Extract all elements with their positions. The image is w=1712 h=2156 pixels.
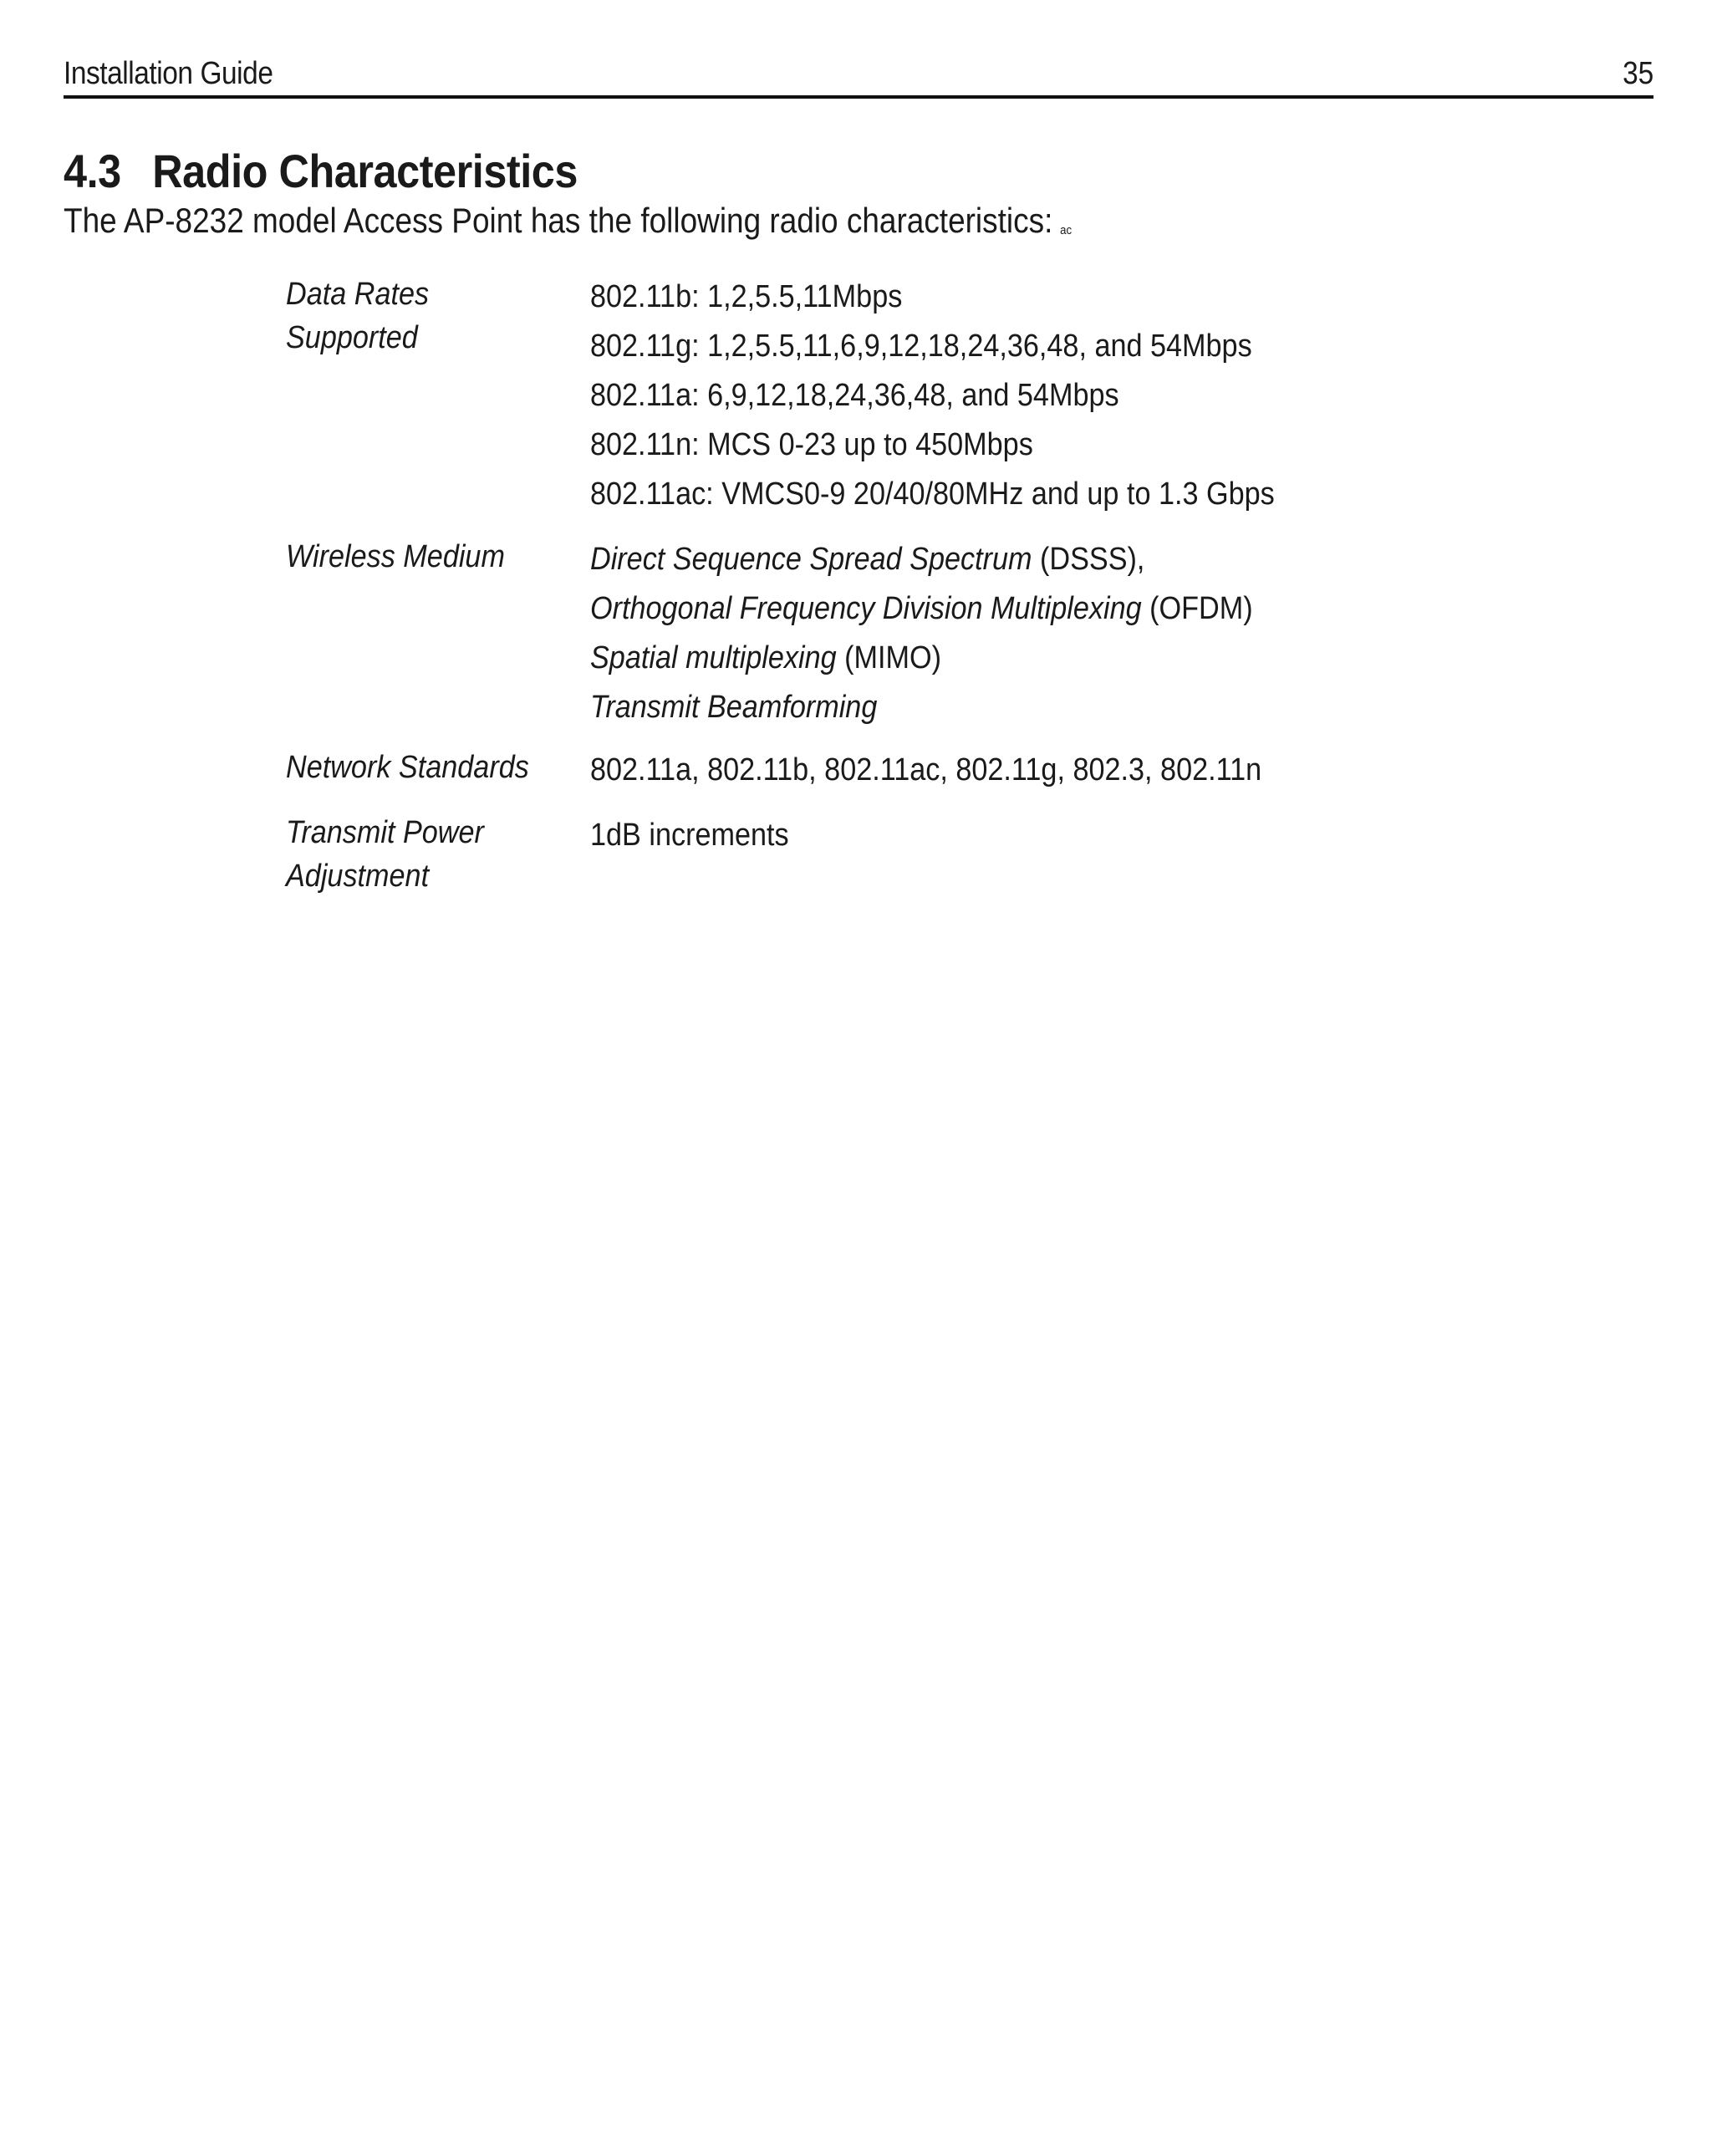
- medium-abbr: (OFDM): [1149, 591, 1253, 626]
- data-rate-80211g: 802.11g: 1,2,5.5,11,6,9,12,18,24,36,48, and 54Mbps: [590, 329, 1252, 364]
- data-rate-80211a: 802.11a: 6,9,12,18,24,36,48, and 54Mbps: [590, 378, 1119, 413]
- medium-term: Direct Sequence Spread Spectrum: [590, 542, 1032, 577]
- spec-label-data-rates: Data Rates Supported: [286, 277, 430, 355]
- section-title: Radio Characteristics: [152, 145, 578, 197]
- intro-paragraph: [64, 201, 1072, 241]
- header-title: Installation Guide: [64, 56, 273, 91]
- page-header: [64, 52, 1653, 99]
- medium-term: Spatial multiplexing: [590, 640, 837, 675]
- data-rate-80211b: 802.11b: 1,2,5.5,11Mbps: [590, 279, 903, 314]
- transmit-power-label-line2: Adjustment: [286, 859, 430, 894]
- spec-label-wireless-medium: Wireless Medium: [286, 539, 505, 574]
- page-number: 35: [1622, 56, 1653, 91]
- spec-values-network-standards: [590, 746, 1261, 795]
- medium-mimo: [590, 634, 1253, 683]
- transmit-power-value: 1dB increments: [590, 818, 789, 853]
- spec-label-network-standards: Network Standards: [286, 750, 529, 785]
- intro-text: The AP-8232 model Access Point has the following radio characteristics:: [64, 201, 1053, 240]
- transmit-power-label-line1: Transmit Power: [286, 815, 484, 850]
- data-rate-80211ac: 802.11ac: VMCS0-9 20/40/80MHz and up to 1.3 Gbps: [590, 477, 1275, 512]
- medium-abbr: (MIMO): [844, 640, 942, 675]
- section-heading: [64, 144, 578, 198]
- network-standards-value: 802.11a, 802.11b, 802.11ac, 802.11g, 802.3, 802.11n: [590, 752, 1262, 787]
- intro-marker: ac: [1060, 223, 1073, 237]
- medium-abbr: (DSSS),: [1039, 542, 1145, 577]
- medium-term: Orthogonal Frequency Division Multiplexing: [590, 591, 1142, 626]
- medium-beamforming: [590, 683, 1253, 732]
- medium-dsss: [590, 535, 1253, 584]
- spec-values-transmit-power: [590, 811, 789, 860]
- spec-label-transmit-power: [286, 811, 557, 898]
- spec-values-data-rates: [590, 273, 1275, 519]
- medium-ofdm: [590, 584, 1253, 634]
- spec-values-wireless-medium: [590, 535, 1253, 732]
- data-rate-80211n: 802.11n: MCS 0-23 up to 450Mbps: [590, 427, 1033, 462]
- medium-term: Transmit Beamforming: [590, 690, 878, 725]
- section-number: 4.3: [64, 145, 121, 197]
